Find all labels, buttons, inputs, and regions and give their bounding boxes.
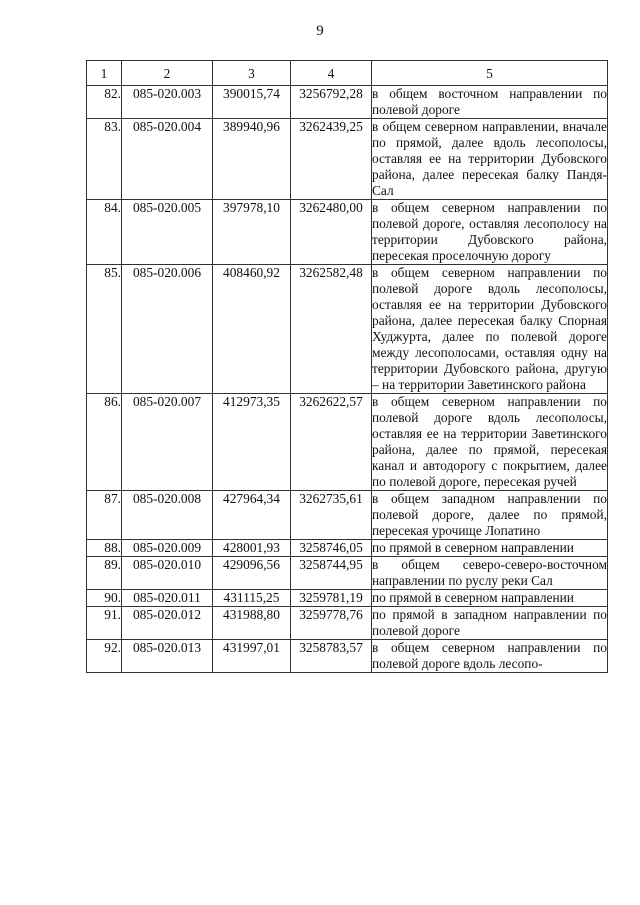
boundary-description: в общем северном направлении по полевой дороге вдоль лесополосы, оставляя ее на территории Дубовского района, далее пересекая балку Спорная Худжурта, далее по полевой дороге между лесополосами, оставляя одну на территории Дубовского района, другую – на территории Заветинского района: [372, 265, 607, 392]
point-code: 085-020.005: [122, 200, 213, 265]
row-number: 82.: [87, 86, 122, 119]
column-header-1: 1: [87, 61, 122, 86]
boundary-description: в общем восточном направлении по полевой дороге: [372, 86, 607, 117]
coordinate-x: 427964,34: [213, 491, 291, 540]
coordinate-y: 3262480,00: [291, 200, 372, 265]
row-number: 87.: [87, 491, 122, 540]
coordinate-y: 3262735,61: [291, 491, 372, 540]
coordinate-y: 3262582,48: [291, 265, 372, 394]
boundary-description: в общем северном направлении, вначале по прямой, далее вдоль лесополосы, оставляя ее на территории Дубовского района, далее пересекая балку Пандя-Сал: [372, 119, 607, 198]
point-code: 085-020.013: [122, 640, 213, 673]
boundary-description: по прямой в северном направлении: [372, 540, 608, 557]
table-row: [87, 590, 608, 607]
coordinate-y: 3259781,19: [291, 590, 372, 607]
column-header-3: 3: [213, 61, 291, 86]
boundary-table: [86, 60, 608, 673]
row-number: 86.: [87, 394, 122, 491]
row-number: 92.: [87, 640, 122, 673]
row-number: 89.: [87, 557, 122, 590]
table-row: [87, 607, 608, 640]
point-code: 085-020.008: [122, 491, 213, 540]
point-code: 085-020.004: [122, 119, 213, 200]
coordinate-y: 3262622,57: [291, 394, 372, 491]
table-row: [87, 394, 608, 491]
point-code: 085-020.010: [122, 557, 213, 590]
boundary-description: по прямой в северном направлении: [372, 590, 608, 607]
boundary-description: в общем северном направлении по полевой дороге вдоль лесопо-: [372, 640, 607, 671]
row-number: 84.: [87, 200, 122, 265]
table-row: [87, 491, 608, 540]
coordinate-y: 3258783,57: [291, 640, 372, 673]
boundary-description: по прямой в западном направлении по полевой дороге: [372, 607, 607, 638]
coordinate-y: 3258746,05: [291, 540, 372, 557]
coordinate-x: 431997,01: [213, 640, 291, 673]
coordinate-y: 3262439,25: [291, 119, 372, 200]
table-row: [87, 265, 608, 394]
coordinate-y: 3259778,76: [291, 607, 372, 640]
column-header-4: 4: [291, 61, 372, 86]
table-row: [87, 540, 608, 557]
point-code: 085-020.006: [122, 265, 213, 394]
page-number: 9: [316, 23, 324, 39]
coordinate-y: 3256792,28: [291, 86, 372, 119]
coordinate-x: 408460,92: [213, 265, 291, 394]
table-header-row: [87, 61, 608, 86]
coordinate-x: 412973,35: [213, 394, 291, 491]
boundary-description: в общем северо-северо-восточном направлении по руслу реки Сал: [372, 557, 607, 588]
table-row: [87, 200, 608, 265]
boundary-description: в общем северном направлении по полевой дороге, оставляя лесополосу на территории Дубовского района, пересекая проселочную дорогу: [372, 200, 607, 263]
point-code: 085-020.009: [122, 540, 213, 557]
row-number: 83.: [87, 119, 122, 200]
table-row: [87, 119, 608, 200]
coordinate-x: 431988,80: [213, 607, 291, 640]
table-row: [87, 640, 608, 673]
boundary-description: в общем западном направлении по полевой дороге, далее по прямой, пересекая урочище Лопатино: [372, 491, 607, 538]
boundary-description: в общем северном направлении по полевой дороге вдоль лесополосы, оставляя ее на территории Заветинского района, далее по прямой, пересекая канал и автодорогу с покрытием, далее по полевой дороге, пересекая ручей: [372, 394, 607, 489]
coordinate-x: 389940,96: [213, 119, 291, 200]
coordinate-x: 431115,25: [213, 590, 291, 607]
row-number: 91.: [87, 607, 122, 640]
coordinate-y: 3258744,95: [291, 557, 372, 590]
row-number: 88.: [87, 540, 122, 557]
point-code: 085-020.011: [122, 590, 213, 607]
coordinate-x: 397978,10: [213, 200, 291, 265]
row-number: 85.: [87, 265, 122, 394]
coordinate-x: 428001,93: [213, 540, 291, 557]
point-code: 085-020.003: [122, 86, 213, 119]
coordinate-x: 390015,74: [213, 86, 291, 119]
row-number: 90.: [87, 590, 122, 607]
table-row: [87, 86, 608, 119]
table-row: [87, 557, 608, 590]
table-body: [87, 86, 608, 673]
column-header-2: 2: [122, 61, 213, 86]
coordinate-x: 429096,56: [213, 557, 291, 590]
point-code: 085-020.012: [122, 607, 213, 640]
column-header-5: 5: [372, 61, 608, 86]
point-code: 085-020.007: [122, 394, 213, 491]
